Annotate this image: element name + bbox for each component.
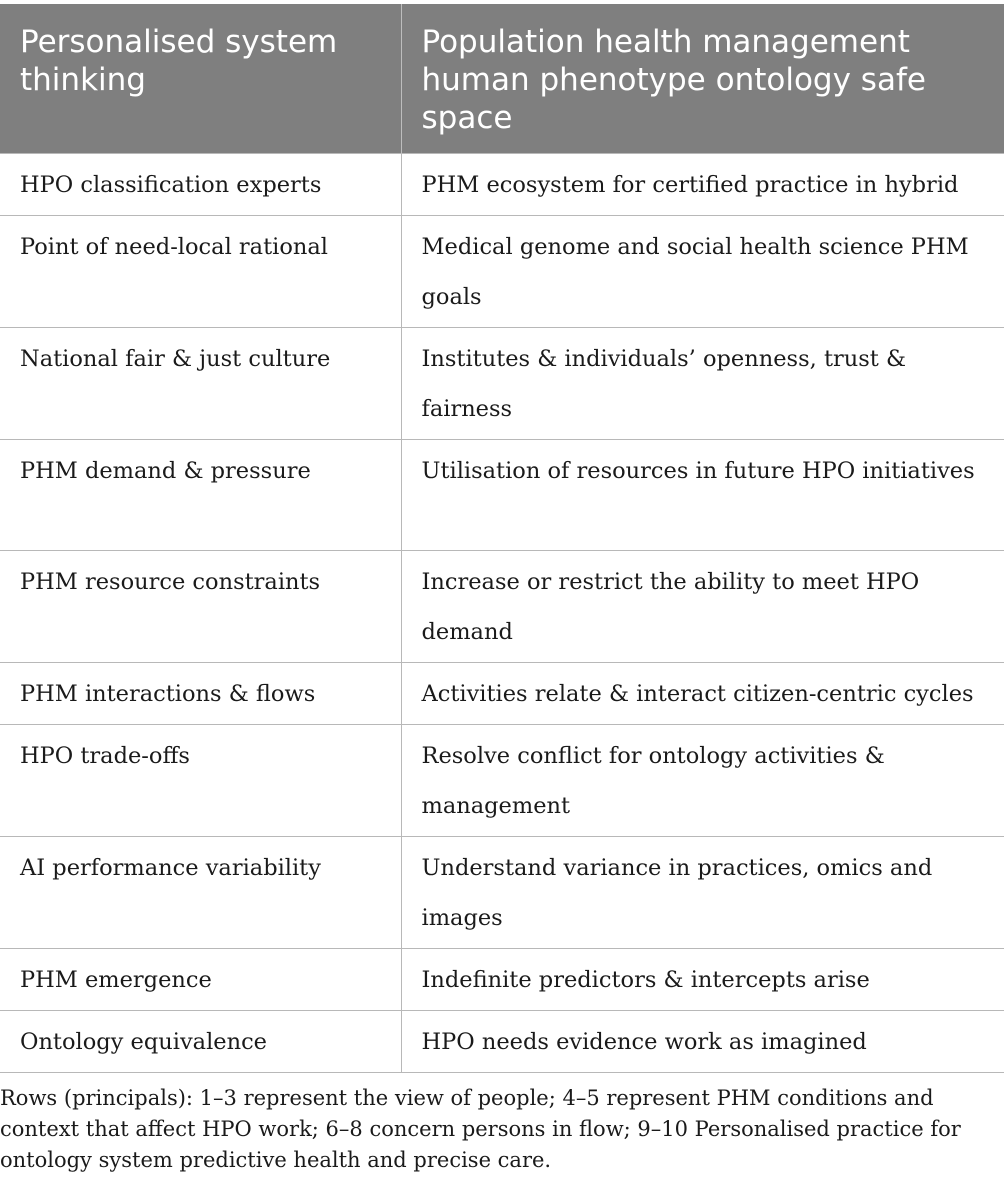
- table-row: [0, 725, 1004, 837]
- table-cell: PHM resource constraints: [0, 551, 401, 663]
- table-row: [0, 440, 1004, 551]
- table-cell: Indefinite predictors & intercepts arise: [401, 949, 1004, 1011]
- table-container: [0, 4, 1004, 1073]
- table-row: [0, 216, 1004, 328]
- table-cell: PHM ecosystem for certified practice in hybrid: [401, 154, 1004, 216]
- table-cell: AI performance variability: [0, 837, 401, 949]
- table-row: [0, 1011, 1004, 1073]
- principles-table: [0, 4, 1004, 1073]
- table-cell: Institutes & individuals’ openness, trust & fairness: [401, 328, 1004, 440]
- table-cell: HPO needs evidence work as imagined: [401, 1011, 1004, 1073]
- table-cell: PHM emergence: [0, 949, 401, 1011]
- table-cell: Utilisation of resources in future HPO initiatives: [401, 440, 1004, 551]
- table-row: [0, 837, 1004, 949]
- table-cell: Activities relate & interact citizen-centric cycles: [401, 663, 1004, 725]
- table-cell: National fair & just culture: [0, 328, 401, 440]
- table-cell: HPO classification experts: [0, 154, 401, 216]
- column-header-phm-hpo-safe-space: Population health management human phenotype ontology safe space: [401, 4, 1004, 154]
- table-header-row: [0, 4, 1004, 154]
- table-row: [0, 551, 1004, 663]
- table-cell: HPO trade-offs: [0, 725, 401, 837]
- table-footnote: Rows (principals): 1–3 represent the view of people; 4–5 represent PHM conditions and context that affect HPO work; 6–8 concern persons in flow; 9–10 Personalised practice for ontology system predictive health and precise care.: [0, 1086, 961, 1172]
- table-cell: Increase or restrict the ability to meet HPO demand: [401, 551, 1004, 663]
- table-cell: PHM interactions & flows: [0, 663, 401, 725]
- table-row: [0, 949, 1004, 1011]
- table-cell: PHM demand & pressure: [0, 440, 401, 551]
- table-cell: Medical genome and social health science PHM goals: [401, 216, 1004, 328]
- table-cell: Ontology equivalence: [0, 1011, 401, 1073]
- table-row: [0, 154, 1004, 216]
- column-header-personalised-system-thinking: Personalised system thinking: [0, 4, 401, 154]
- table-cell: Understand variance in practices, omics and images: [401, 837, 1004, 949]
- table-cell: Resolve conflict for ontology activities & management: [401, 725, 1004, 837]
- table-cell: Point of need-local rational: [0, 216, 401, 328]
- table-row: [0, 328, 1004, 440]
- table-row: [0, 663, 1004, 725]
